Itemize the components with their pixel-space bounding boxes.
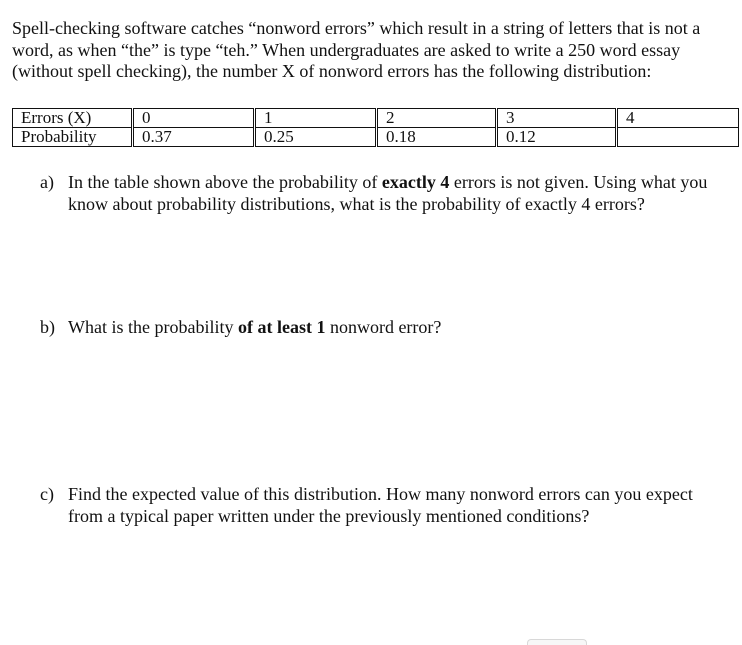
question-b-text [68,317,730,339]
table-row-errors [13,109,739,128]
question-c [40,484,730,527]
distribution-table [12,108,739,147]
probability-value-0: 0.37 [133,128,255,147]
intro-paragraph: Spell-checking software catches “nonword errors” which result in a string of letters that is not a word, as when “the” is type “teh.” When undergraduates are asked to write a 250 word essay (without spell checking), the number X of nonword errors has the following distribution: [12,18,701,81]
errors-value-2: 2 [377,109,497,128]
probability-value-3: 0.12 [497,128,617,147]
question-a-label: a) [40,172,54,192]
table-row-probability [13,128,739,147]
question-b [40,317,730,339]
question-a [40,172,730,215]
question-b-post: nonword error? [325,317,442,337]
question-b-pre: What is the probability [68,317,238,337]
probability-value-1: 0.25 [255,128,377,147]
probability-value-2: 0.18 [377,128,497,147]
errors-value-1: 1 [255,109,377,128]
errors-row-label: Errors (X) [13,109,133,128]
question-a-text [68,172,730,215]
question-c-text: Find the expected value of this distribution. How many nonword errors can you expect from a typical paper written under the previously mentioned conditions? [68,484,693,526]
question-a-post: errors is not given. Using what you know about probability distributions, what is the probability of exactly 4 errors? [68,172,708,214]
question-a-pre: In the table shown above the probability of [68,172,382,192]
errors-value-3: 3 [497,109,617,128]
errors-value-4: 4 [617,109,739,128]
bottom-edge-tab [527,639,587,645]
question-a-bold: exactly 4 [381,172,450,192]
question-b-label: b) [40,317,55,337]
errors-value-0: 0 [133,109,255,128]
question-b-bold: of at least 1 [237,317,326,337]
probability-row-label: Probability [13,128,133,147]
probability-value-4 [617,128,739,147]
question-c-label: c) [40,484,54,504]
